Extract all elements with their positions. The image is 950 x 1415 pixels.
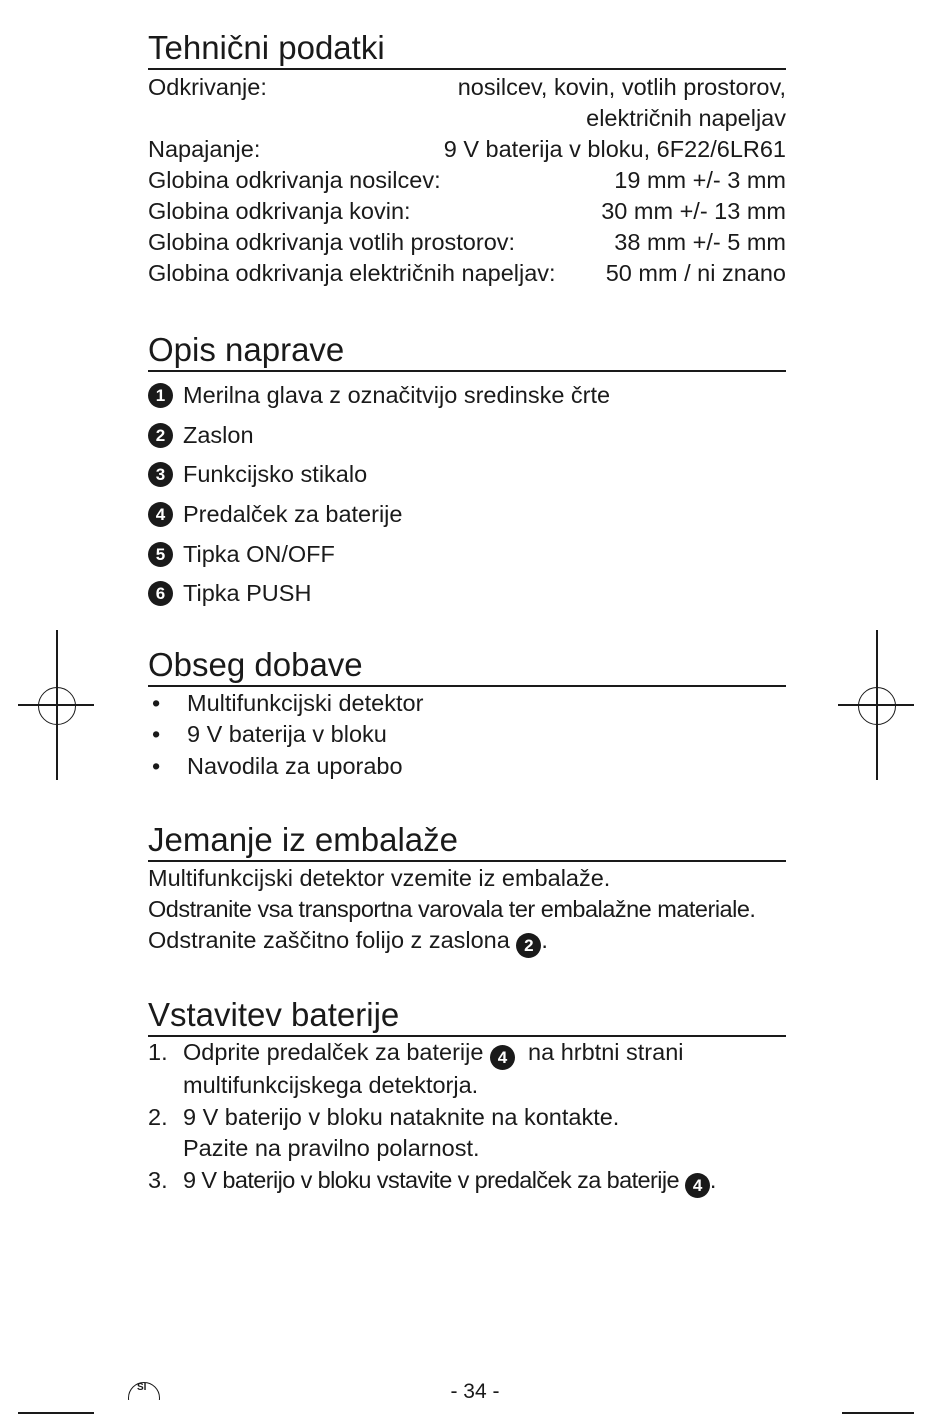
- description-item: [148, 455, 786, 495]
- spec-value: električnih napeljav: [586, 105, 786, 131]
- step-continuation: multifunkcijskega detektorja.: [183, 1072, 479, 1098]
- description-item-text: Tipka ON/OFF: [183, 540, 335, 567]
- bullet-icon: •: [152, 721, 161, 748]
- delivery-item-text: Navodila za uporabo: [187, 752, 403, 779]
- step-text: Odprite predalček za baterije: [183, 1039, 484, 1065]
- spec-value: 38 mm +/- 5 mm: [614, 229, 786, 255]
- delivery-item: [148, 751, 786, 782]
- battery-step: [148, 1037, 786, 1102]
- language-code: SI: [137, 1382, 147, 1393]
- registration-circle-right: [858, 687, 896, 725]
- step-number: 1.: [148, 1039, 168, 1065]
- description-item: [148, 416, 786, 456]
- crop-mark-bottom-right: [842, 1412, 914, 1414]
- spec-label: Globina odkrivanja kovin:: [148, 198, 411, 224]
- technical-title: Tehnični podatki: [148, 28, 786, 70]
- step-number: 3.: [148, 1166, 168, 1193]
- spec-value: nosilcev, kovin, votlih prostorov,: [457, 74, 786, 100]
- battery-title: Vstavitev baterije: [148, 995, 786, 1037]
- unpacking-line-3-end: .: [541, 927, 548, 953]
- description-title: Opis naprave: [148, 330, 786, 372]
- unpacking-section: [148, 820, 786, 958]
- spec-label: Napajanje:: [148, 136, 261, 162]
- description-item: [148, 574, 786, 614]
- number-badge-icon: 2: [148, 423, 173, 448]
- spec-label: Globina odkrivanja votlih prostorov:: [148, 229, 516, 255]
- spec-label: Odkrivanje:: [148, 74, 267, 100]
- unpacking-line-2: Odstranite vsa transportna varovala ter embalažne materiale.: [148, 896, 756, 922]
- delivery-list: [148, 688, 786, 782]
- description-item: [148, 495, 786, 535]
- spec-row: [148, 72, 786, 103]
- description-item-text: Funkcijsko stikalo: [183, 461, 368, 488]
- spec-row: [148, 165, 786, 196]
- step-line: [183, 1165, 786, 1198]
- number-badge-icon: 6: [148, 581, 173, 606]
- step-continuation: Pazite na pravilno polarnost.: [183, 1135, 480, 1161]
- description-item: [148, 376, 786, 416]
- bullet-icon: •: [152, 690, 161, 716]
- delivery-section: [148, 645, 786, 782]
- description-item-text: Predalček za baterije: [183, 501, 403, 528]
- badge-2-icon: 2: [516, 933, 541, 958]
- technical-section: [148, 28, 786, 289]
- delivery-item: [148, 719, 786, 750]
- spec-row: [148, 134, 786, 165]
- delivery-item-text: Multifunkcijski detektor: [187, 690, 424, 716]
- step-line: [183, 1037, 786, 1070]
- bullet-icon: •: [152, 752, 161, 779]
- step-body: [183, 1165, 786, 1198]
- description-list: [148, 376, 786, 614]
- delivery-title: Obseg dobave: [148, 645, 786, 687]
- unpacking-title: Jemanje iz embalaže: [148, 820, 786, 862]
- step-body: [183, 1037, 786, 1102]
- spec-row: [148, 258, 786, 289]
- registration-circle-left: [38, 687, 76, 725]
- battery-section: [148, 995, 786, 1198]
- number-badge-icon: 5: [148, 542, 173, 567]
- delivery-item: [148, 688, 786, 719]
- unpacking-line-3: [148, 925, 786, 958]
- step-body: [183, 1102, 786, 1165]
- description-item-text: Merilna glava z označitvijo sredinske črte: [183, 382, 611, 409]
- technical-table: [148, 72, 786, 289]
- description-section: [148, 330, 786, 614]
- battery-step: [148, 1102, 786, 1165]
- step-number: 2.: [148, 1103, 168, 1130]
- crop-mark-bottom-left: [18, 1412, 94, 1414]
- step-text: 9 V baterijo v bloku nataknite na kontakte.: [183, 1103, 620, 1130]
- description-item-text: Tipka PUSH: [183, 580, 312, 607]
- badge-4-icon: 4: [685, 1173, 710, 1198]
- step-text-end: na hrbtni strani: [528, 1039, 684, 1065]
- unpacking-line-1: Multifunkcijski detektor vzemite iz embalaže.: [148, 865, 611, 891]
- spec-row: [148, 227, 786, 258]
- spec-value: 9 V baterija v bloku, 6F22/6LR61: [443, 136, 786, 162]
- delivery-item-text: 9 V baterija v bloku: [187, 721, 387, 748]
- battery-step: [148, 1165, 786, 1198]
- description-item: [148, 534, 786, 574]
- battery-steps: [148, 1037, 786, 1198]
- number-badge-icon: 4: [148, 502, 173, 527]
- step-text-end: .: [709, 1166, 716, 1193]
- badge-4-icon: 4: [490, 1045, 515, 1070]
- spec-value: 30 mm +/- 13 mm: [601, 198, 786, 224]
- spec-row: [148, 103, 786, 134]
- description-item-text: Zaslon: [183, 421, 254, 448]
- step-line: [183, 1102, 786, 1134]
- step-text: 9 V baterijo v bloku vstavite v predalček za baterije: [183, 1166, 679, 1193]
- spec-label: Globina odkrivanja električnih napeljav:: [148, 260, 556, 286]
- unpacking-line-3-text: Odstranite zaščitno folijo z zaslona: [148, 927, 510, 953]
- spec-value: 19 mm +/- 3 mm: [614, 167, 786, 193]
- number-badge-icon: 3: [148, 462, 173, 487]
- page-number: - 34 -: [450, 1380, 500, 1403]
- spec-row: [148, 196, 786, 227]
- spec-label: Globina odkrivanja nosilcev:: [148, 167, 441, 193]
- spec-value: 50 mm / ni znano: [605, 260, 786, 286]
- number-badge-icon: 1: [148, 383, 173, 408]
